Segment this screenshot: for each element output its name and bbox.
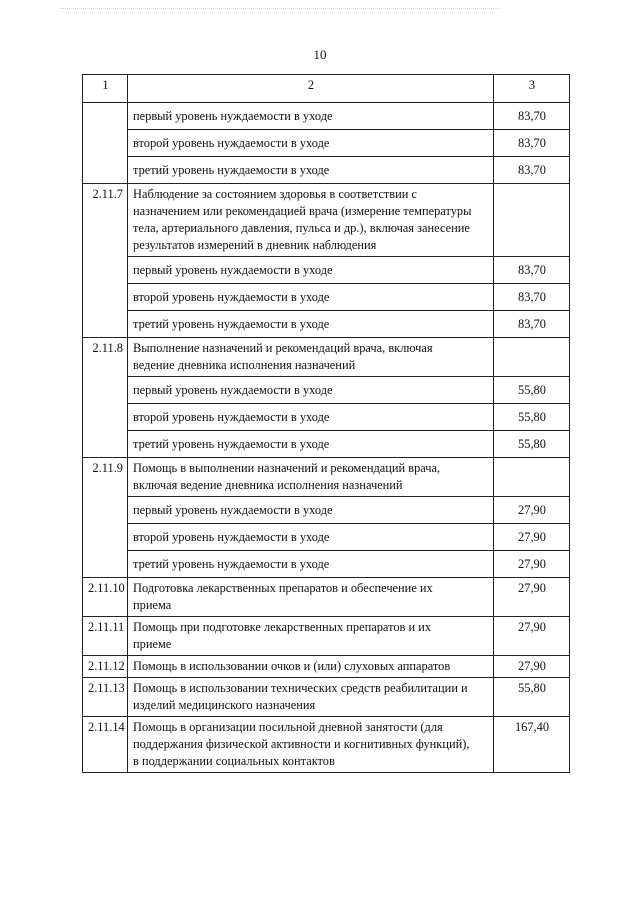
- item-row: [83, 717, 570, 773]
- level-label: третий уровень нуждаемости в уходе: [128, 157, 494, 184]
- description-line: ведение дневника исполнения назначений: [133, 358, 356, 372]
- description-line: результатов измерений в дневник наблюдения: [133, 238, 377, 252]
- service-description: [128, 617, 494, 656]
- header-col-2: 2: [128, 75, 494, 103]
- level-label: второй уровень нуждаемости в уходе: [128, 524, 494, 551]
- price-value: 27,90: [494, 551, 570, 578]
- price-empty: [494, 338, 570, 377]
- table-row: [83, 431, 570, 458]
- service-description: [128, 184, 494, 257]
- price-empty: [494, 458, 570, 497]
- page-number: 10: [313, 47, 327, 62]
- description-line: приеме: [133, 637, 172, 651]
- service-description: [128, 458, 494, 497]
- description-line: поддержания физической активности и когнитивных функций),: [133, 737, 470, 751]
- description-line: включая ведение дневника исполнения назначений: [133, 478, 403, 492]
- tariff-table: [82, 74, 570, 773]
- description-line: Помощь в организации посильной дневной занятости (для: [133, 720, 443, 734]
- price-value: 27,90: [494, 497, 570, 524]
- price-value: 83,70: [494, 284, 570, 311]
- service-description: [128, 578, 494, 617]
- price-value: 83,70: [494, 103, 570, 130]
- service-code: 2.11.13: [83, 678, 128, 717]
- price-value: 27,90: [494, 578, 570, 617]
- table-row: [83, 103, 570, 130]
- service-code: 2.11.7: [83, 184, 128, 338]
- price-value: 27,90: [494, 524, 570, 551]
- description-line: Наблюдение за состоянием здоровья в соответствии с: [133, 187, 417, 201]
- service-code: 2.11.10: [83, 578, 128, 617]
- description-line: назначением или рекомендацией врача (измерение температуры: [133, 204, 472, 218]
- description-line: Выполнение назначений и рекомендаций врача, включая: [133, 341, 433, 355]
- table-row: [83, 311, 570, 338]
- header-col-1: 1: [83, 75, 128, 103]
- description-line: Помощь в использовании технических средств реабилитации и: [133, 681, 468, 695]
- price-empty: [494, 184, 570, 257]
- description-line: в поддержании социальных контактов: [133, 754, 335, 768]
- scan-artifact-line: [60, 8, 500, 10]
- table-row: [83, 257, 570, 284]
- section-row: [83, 184, 570, 257]
- price-value: 83,70: [494, 257, 570, 284]
- item-row: [83, 678, 570, 717]
- price-value: 83,70: [494, 130, 570, 157]
- level-label: третий уровень нуждаемости в уходе: [128, 311, 494, 338]
- price-value: 27,90: [494, 617, 570, 656]
- description-line: Подготовка лекарственных препаратов и обеспечение их: [133, 581, 433, 595]
- price-value: 167,40: [494, 717, 570, 773]
- service-code: 2.11.14: [83, 717, 128, 773]
- description-line: Помощь при подготовке лекарственных препаратов и их: [133, 620, 432, 634]
- level-label: второй уровень нуждаемости в уходе: [128, 404, 494, 431]
- price-value: 83,70: [494, 311, 570, 338]
- description-line: Помощь в выполнении назначений и рекомендаций врача,: [133, 461, 441, 475]
- service-description: [128, 678, 494, 717]
- table-row: [83, 130, 570, 157]
- price-value: 55,80: [494, 404, 570, 431]
- service-description: [128, 717, 494, 773]
- table-row: [83, 551, 570, 578]
- service-code: 2.11.8: [83, 338, 128, 458]
- service-description: [128, 656, 494, 678]
- item-row: [83, 578, 570, 617]
- service-code: 2.11.11: [83, 617, 128, 656]
- table-row: [83, 377, 570, 404]
- price-value: 27,90: [494, 656, 570, 678]
- service-code: 2.11.9: [83, 458, 128, 578]
- table-row: [83, 284, 570, 311]
- description-line: изделий медицинского назначения: [133, 698, 316, 712]
- price-value: 55,80: [494, 377, 570, 404]
- level-label: первый уровень нуждаемости в уходе: [128, 377, 494, 404]
- service-code: 2.11.12: [83, 656, 128, 678]
- section-row: [83, 458, 570, 497]
- section-row: [83, 338, 570, 377]
- price-value: 55,80: [494, 678, 570, 717]
- price-value: 83,70: [494, 157, 570, 184]
- description-line: приема: [133, 598, 172, 612]
- table-row: [83, 497, 570, 524]
- service-description: [128, 338, 494, 377]
- level-label: второй уровень нуждаемости в уходе: [128, 130, 494, 157]
- table-header-row: [83, 75, 570, 103]
- item-row: [83, 656, 570, 678]
- description-line: тела, артериального давления, пульса и др.), включая занесение: [133, 221, 470, 235]
- table-row: [83, 157, 570, 184]
- level-label: третий уровень нуждаемости в уходе: [128, 551, 494, 578]
- code-cell-continued: [83, 103, 128, 184]
- table-row: [83, 524, 570, 551]
- table-row: [83, 404, 570, 431]
- item-row: [83, 617, 570, 656]
- price-value: 55,80: [494, 431, 570, 458]
- level-label: первый уровень нуждаемости в уходе: [128, 497, 494, 524]
- level-label: первый уровень нуждаемости в уходе: [128, 257, 494, 284]
- level-label: первый уровень нуждаемости в уходе: [128, 103, 494, 130]
- level-label: второй уровень нуждаемости в уходе: [128, 284, 494, 311]
- level-label: третий уровень нуждаемости в уходе: [128, 431, 494, 458]
- header-col-3: 3: [494, 75, 570, 103]
- description-line: Помощь в использовании очков и (или) слуховых аппаратов: [133, 659, 451, 673]
